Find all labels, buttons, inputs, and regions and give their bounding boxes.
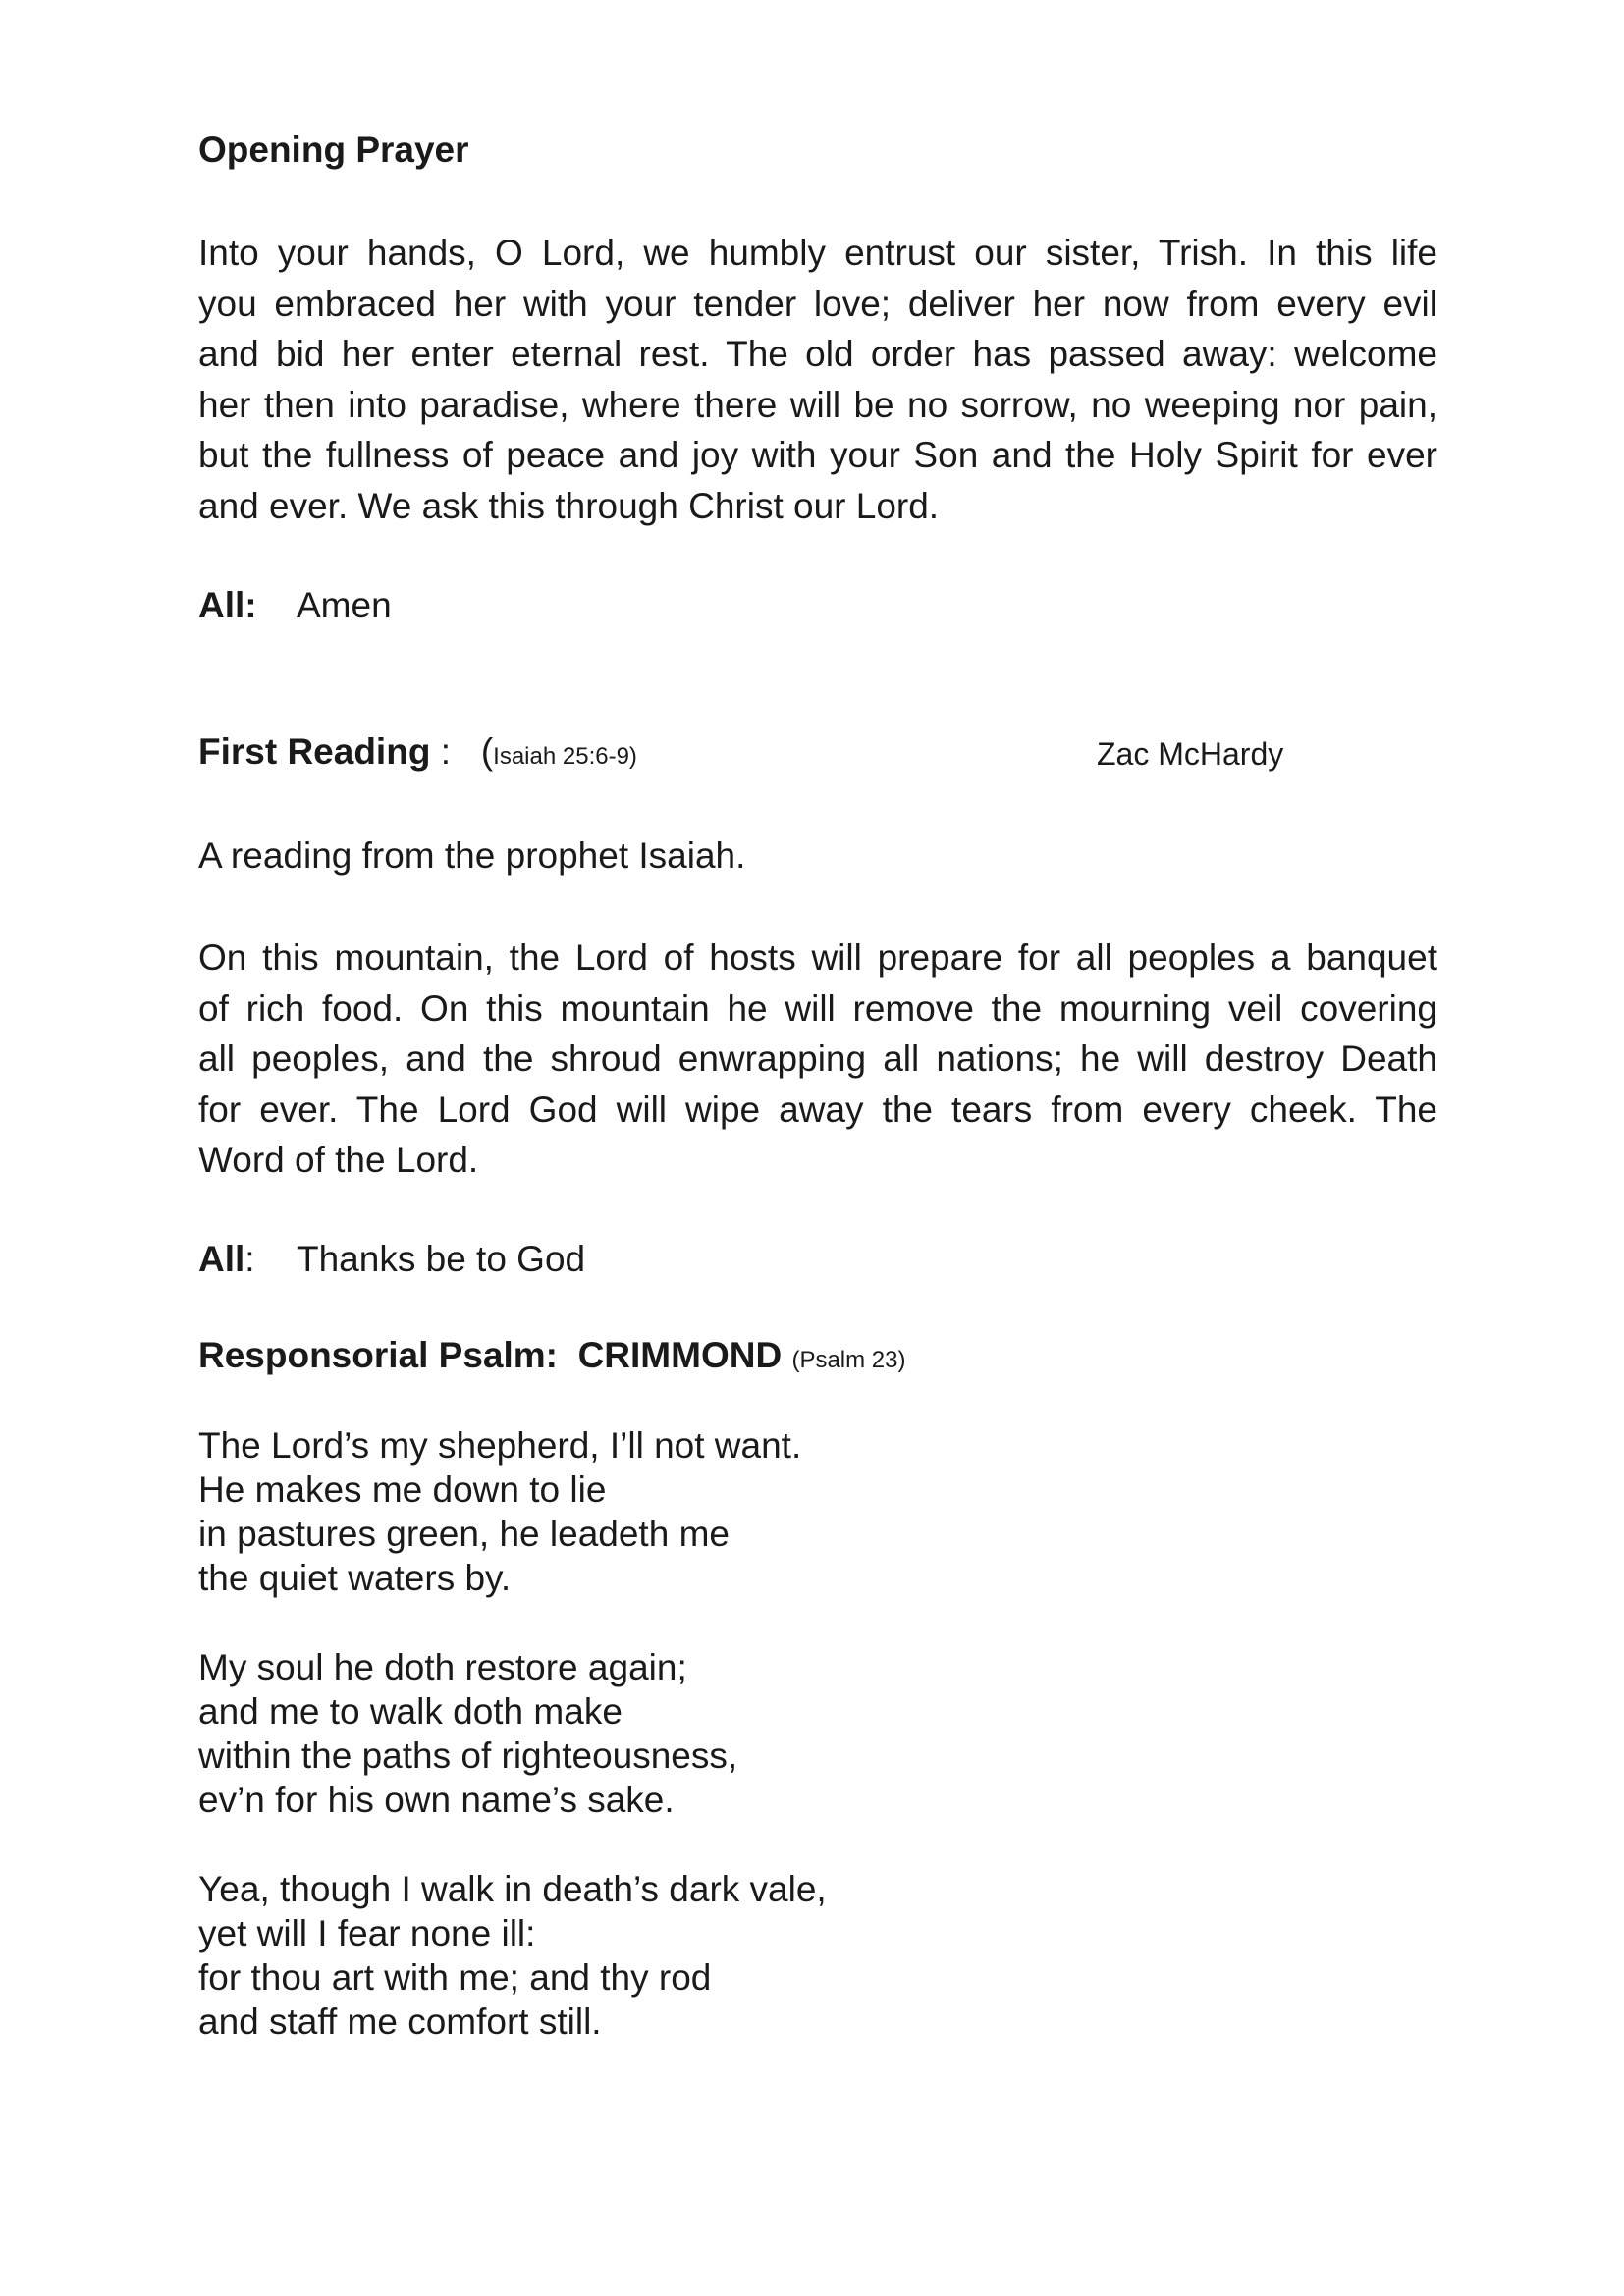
psalm-verse-2 [198, 1645, 737, 1822]
psalm-verse-1 [198, 1423, 801, 1600]
prayer-line: Into your hands, O Lord, we humbly entrust our sister, Trish. In this life [198, 233, 1437, 273]
prayer-line: you embraced her with your tender love; deliver her now from every evil [198, 283, 1437, 324]
response-label: All: [198, 1239, 255, 1279]
reading-line: of rich food. On this mountain he will remove the mourning veil covering [198, 988, 1437, 1029]
response-text: Thanks be to God [297, 1239, 586, 1279]
verse-line: and staff me comfort still. [198, 2002, 602, 2042]
psalm-title: Responsorial Psalm: [198, 1335, 559, 1375]
first-reading-reader: Zac McHardy [1097, 736, 1284, 772]
verse-line: My soul he doth restore again; [198, 1647, 687, 1687]
prayer-line: and bid her enter eternal rest. The old order has passed away: welcome [198, 334, 1437, 375]
verse-line: for thou art with me; and thy rod [198, 1957, 712, 1998]
psalm-reference: (Psalm 23) [791, 1347, 906, 1373]
verse-line: yet will I fear none ill: [198, 1913, 536, 1953]
verse-line: in pastures green, he leadeth me [198, 1514, 730, 1554]
verse-line: within the paths of righteousness, [198, 1735, 738, 1776]
verse-line: Yea, though I walk in death’s dark vale, [198, 1869, 827, 1909]
opening-prayer-response [198, 585, 392, 626]
prayer-line: and ever. We ask this through Christ our Lord. [198, 485, 940, 526]
first-reading-response [198, 1239, 585, 1280]
reading-line: all peoples, and the shroud enwrapping all nations; he will destroy Death [198, 1039, 1437, 1080]
verse-line: The Lord’s my shepherd, I’ll not want. [198, 1425, 802, 1466]
first-reading-separator: : ( [430, 731, 494, 772]
psalm-heading [198, 1335, 905, 1376]
response-label: All: [198, 585, 257, 625]
prayer-line: her then into paradise, where there will be no sorrow, no weeping nor pain, [198, 384, 1437, 425]
verse-line: the quiet waters by. [198, 1558, 512, 1598]
prayer-line: but the fullness of peace and joy with your Son and the Holy Spirit for ever [198, 435, 1437, 476]
first-reading-text [198, 933, 1437, 1186]
reading-line: On this mountain, the Lord of hosts will prepare for all peoples a banquet [198, 937, 1437, 978]
reading-line: Word of the Lord. [198, 1140, 479, 1181]
verse-line: and me to walk doth make [198, 1691, 623, 1732]
first-reading-reference: Isaiah 25:6-9) [493, 743, 637, 770]
psalm-tune: CRIMMOND [577, 1335, 783, 1375]
opening-prayer-heading: Opening Prayer [198, 130, 469, 170]
verse-line: ev’n for his own name’s sake. [198, 1780, 675, 1820]
reading-line: for ever. The Lord God will wipe away the tears from every cheek. The [198, 1089, 1437, 1130]
first-reading-title: First Reading [198, 731, 431, 772]
psalm-verse-3 [198, 1867, 827, 2044]
opening-prayer-text [198, 228, 1437, 532]
first-reading-intro: A reading from the prophet Isaiah. [198, 835, 746, 876]
verse-line: He makes me down to lie [198, 1469, 607, 1510]
response-text: Amen [297, 585, 392, 625]
first-reading-heading [198, 731, 637, 773]
